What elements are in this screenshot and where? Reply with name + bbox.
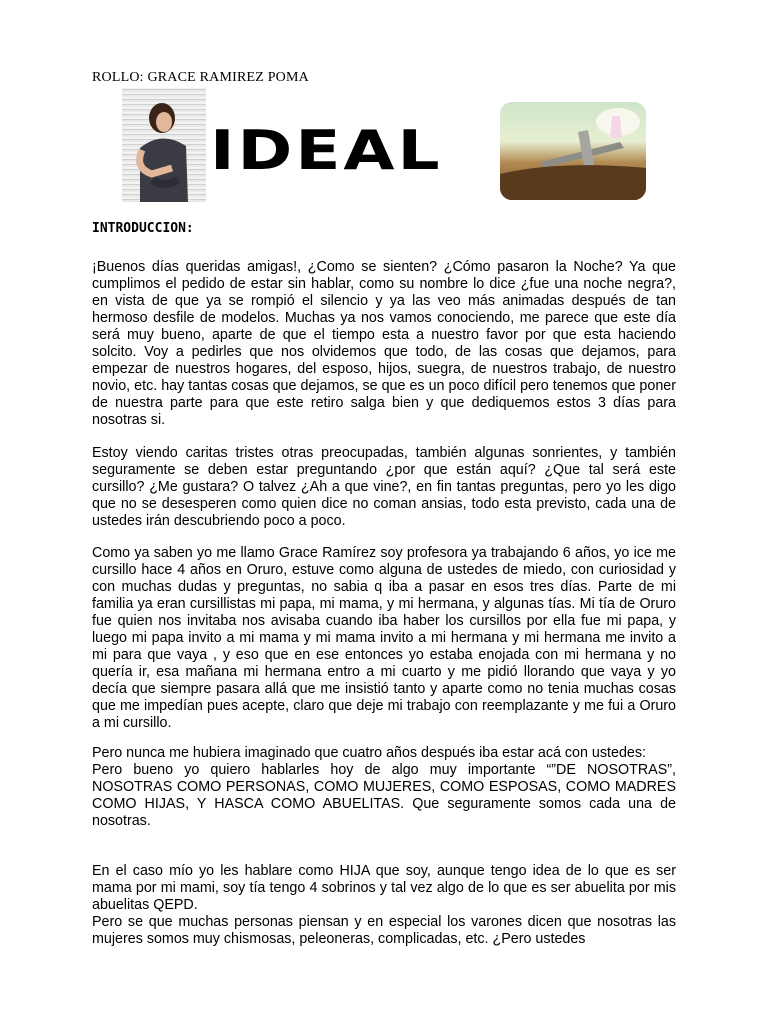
author-line: ROLLO: GRACE RAMIREZ POMA [92, 70, 309, 85]
section-title: INTRODUCCION: [92, 221, 194, 236]
cross-figure-icon [500, 102, 646, 200]
title-banner [118, 86, 658, 204]
ideal-title: IDEAL [210, 119, 443, 183]
paragraph-2: Estoy viendo caritas tristes otras preocupadas, también algunas sonrientes, y también seguramente se deben estar preguntando ¿por que están aquí? ¿Que tal será este cursillo? ¿Me gustara? O talvez ¿Ah a que vine?, en fin tantas preguntas, pero yo les digo que no se desesperen como quien dice no coman ansias, todo esta previsto, cada una de ustedes irán descubriendo poco a poco. [92, 445, 676, 529]
paragraph-4: Pero nunca me hubiera imaginado que cuatro años después iba estar acá con ustedes: Pero bueno yo quiero hablarles hoy de algo muy importante “”DE NOSOTRAS”, NOSOTRAS COMO PERSONAS, COMO MUJERES, COMO ESPOSAS, COMO MADRES COMO HIJAS, Y HASCA COMO ABUELITAS. Que seguramente somos cada una de nosotras. [92, 745, 676, 829]
cross-photo [500, 102, 646, 200]
hugging-photo [122, 88, 206, 202]
paragraph-1: ¡Buenos días queridas amigas!, ¿Como se sienten? ¿Cómo pasaron la Noche? Ya que cumplimos el pedido de estar sin hablar, como su nombre lo dice ¿fue una noche negra?, en vista de que ya se rompió el silencio y ya las veo más animadas después de tan hermoso desfile de modelos. Muchas ya nos vamos conociendo, me parece que este día será muy bueno, aparte de que el tiempo esta a nuestro favor por que esta haciendo solcito. Voy a pedirles que nos olvidemos que todo, de las cosas que dejamos, para empezar de nuestros hogares, del esposo, hijos, suegra, de nuestros trabajo, de nuestro novio, etc. hay tantas cosas que dejamos, se que es un poco difícil pero tenemos que poner de nuestra parte para que este retiro salga bien y que dediquemos estos 3 días para nosotras si. [92, 259, 676, 428]
paragraph-5: En el caso mío yo les hablare como HIJA que soy, aunque tengo idea de lo que es ser mama por mi mami, soy tía tengo 4 sobrinos y tal vez algo de lo que es ser abuelita por mis abuelitas QEPD. Pero se que muchas personas piensan y en especial los varones dicen que nosotras las mujeres somos muy chismosas, peleoneras, complicadas, etc. ¿Pero ustedes [92, 863, 676, 947]
hugging-figures-icon [122, 88, 206, 202]
paragraph-3: Como ya saben yo me llamo Grace Ramírez soy profesora ya trabajando 6 años, yo ice me cursillo hace 4 años en Oruro, estuve como alguna de ustedes de miedo, con curiosidad y con muchas dudas y preguntas, no sabia q iba a pasar en esos tres días. Parte de mi familia ya eran cursillistas mi papa, mi mama, y mi hermana, y algunas tías. Mi tía de Oruro fue quien nos invitaba nos avisaba cuando iba haber los cursillos por ella fue mi papa, y luego mi papa invito a mi mama y mi mama invito a mi hermana y mi hermana me invito a mi para que vaya , y eso que en ese entonces yo estaba enojada con mi hermana y no quería ir, esa mañana mi hermana entro a mi cuarto y me pidió llorando que vaya y yo decía que siempre pasara allá que me insistió tanto y aparte como no tenia muchas cosas que me impedían pues acepte, claro que deje mi trabajo con reemplazante y me fui a Oruro a mi cursillo. [92, 545, 676, 731]
